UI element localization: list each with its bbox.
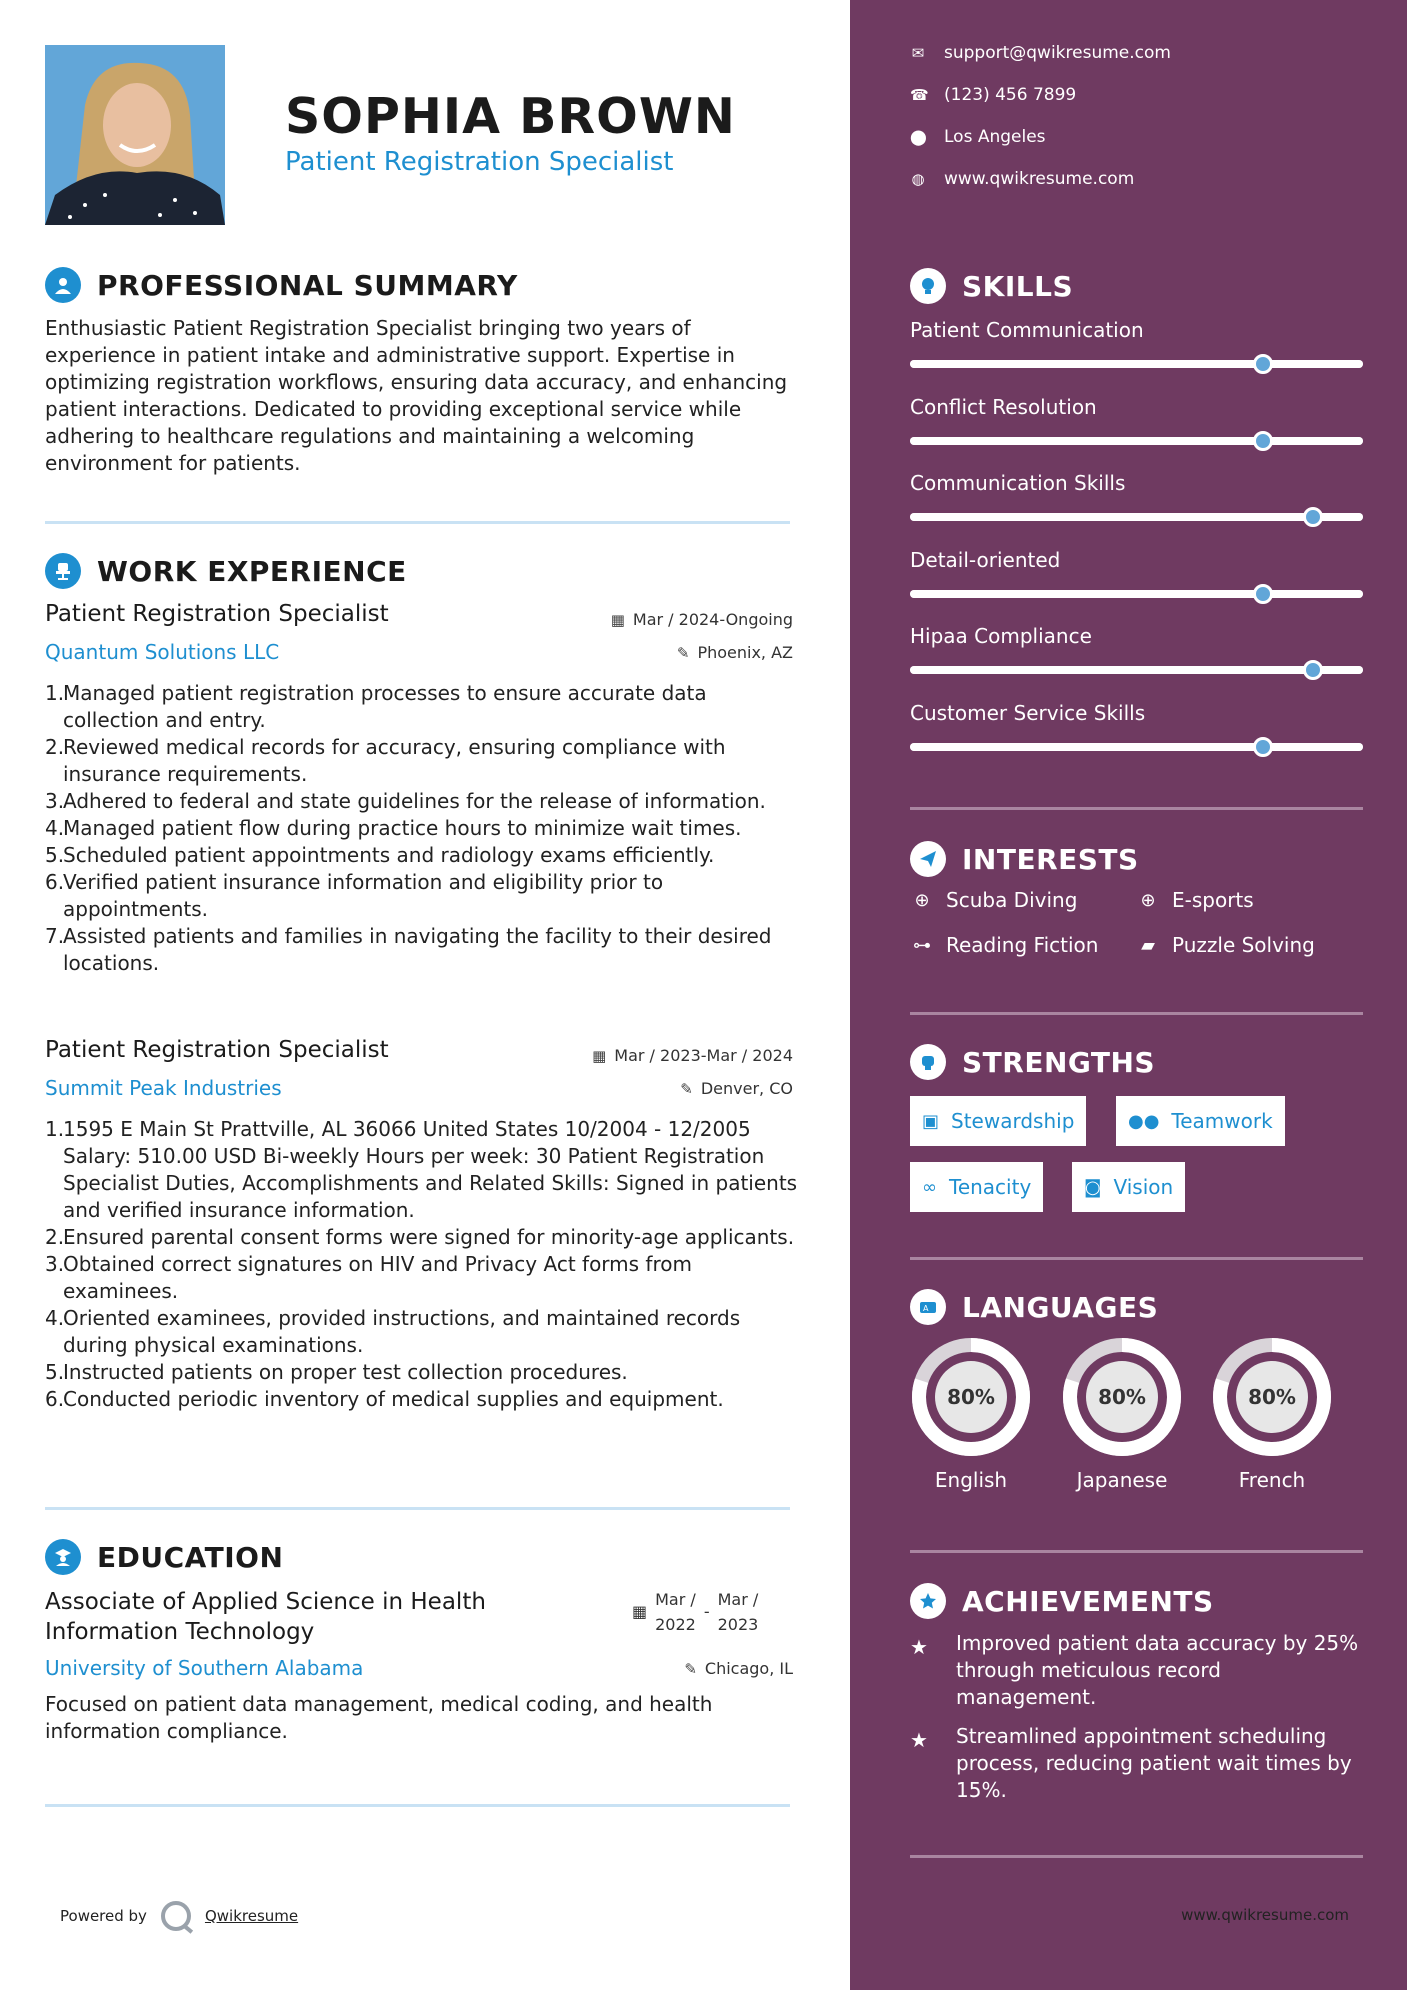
list-item: 5. Instructed patients on proper test collection procedures.: [45, 1360, 628, 1384]
job-company: Quantum Solutions LLC: [45, 640, 280, 664]
gamepad-icon: ⊶: [913, 934, 931, 956]
envelope-icon: ✉: [911, 44, 925, 62]
skill-level-knob: [1253, 354, 1273, 374]
language-percent: 80%: [1098, 1385, 1146, 1409]
skill-bar: [910, 360, 1363, 368]
summary-heading: [45, 267, 518, 303]
book-icon: ▰: [1141, 934, 1155, 956]
skill-bar: [910, 666, 1363, 674]
language-item: [1211, 1336, 1333, 1492]
star-icon: ★: [910, 1728, 928, 1752]
degree-title: Associate of Applied Science in Health Information Technology: [45, 1589, 486, 1645]
language-name: French: [1238, 1468, 1306, 1492]
divider: [910, 1257, 1363, 1260]
contact-location: ⬤ Los Angeles: [910, 127, 1046, 147]
briefcase-icon: ▣: [922, 1110, 940, 1132]
interest-item: ⊕ Scuba Diving: [910, 888, 1077, 912]
job-location: ✎ Denver, CO: [680, 1079, 793, 1098]
interest-item: ⊕ E-sports: [1136, 888, 1254, 912]
skill-level-knob: [1303, 660, 1323, 680]
skill-name: Detail-oriented: [910, 548, 1061, 572]
job-title: Patient Registration Specialist: [45, 1037, 389, 1063]
binoculars-icon: ◙: [1084, 1176, 1102, 1198]
language-item: [1061, 1336, 1183, 1492]
skill-name: Patient Communication: [910, 318, 1144, 342]
footer-site[interactable]: www.qwikresume.com: [1181, 1906, 1349, 1924]
work-heading: [45, 553, 407, 589]
summary-title: PROFESSIONAL SUMMARY: [97, 268, 518, 302]
user-icon: [45, 267, 81, 303]
translate-icon: [910, 1289, 946, 1325]
qwikresume-logo-icon: [161, 1901, 191, 1931]
list-item: 6. Conducted periodic inventory of medical supplies and equipment.: [45, 1387, 724, 1411]
users-icon: ●●: [1128, 1110, 1160, 1132]
strengths-heading: [910, 1044, 1155, 1080]
skill-bar: [910, 513, 1363, 521]
skills-heading: [910, 268, 1073, 304]
pin-icon: ✎: [676, 643, 690, 662]
language-ring: [1061, 1336, 1183, 1458]
skill-bar-fill: [910, 437, 1363, 445]
contact-website[interactable]: ◍ www.qwikresume.com: [911, 169, 1135, 189]
divider: [910, 1550, 1363, 1553]
contact-phone[interactable]: ☎ (123) 456 7899: [910, 85, 1077, 105]
list-item: 2. Ensured parental consent forms were signed for minority-age applicants.: [45, 1225, 795, 1249]
skill-name: Customer Service Skills: [910, 701, 1146, 725]
language-name: English: [934, 1468, 1008, 1492]
education-title: EDUCATION: [97, 1540, 284, 1574]
graduate-icon: [45, 1539, 81, 1575]
list-item: 7. Assisted patients and families in navigating the facility to their desired locations.: [45, 924, 772, 975]
strength-badge: ◙ Vision: [1072, 1162, 1185, 1212]
calendar-icon: ▦: [592, 1046, 607, 1065]
skill-level-knob: [1253, 737, 1273, 757]
interests-heading: [910, 841, 1139, 877]
skill-bar: [910, 590, 1363, 598]
list-item: 3. Obtained correct signatures on HIV and Privacy Act forms from examinees.: [45, 1252, 692, 1303]
job-date: ▦ Mar / 2023-Mar / 2024: [592, 1046, 793, 1065]
strength-badge: ▣ Stewardship: [910, 1096, 1086, 1146]
qwikresume-link[interactable]: Qwikresume: [204, 1907, 299, 1925]
education-text: Focused on patient data management, medical coding, and health information compliance.: [45, 1692, 713, 1743]
job-title: Patient Registration Specialist: [45, 601, 389, 627]
divider: [45, 1507, 790, 1510]
job-location: ✎ Phoenix, AZ: [676, 643, 793, 662]
summary-text: Enthusiastic Patient Registration Specialist bringing two years of experience in patient intake and administrative support. Expertise in optimizing registration workflows, ensuring data accuracy, and enhancing patient interactions. Dedicated to providing exceptional service while adhering to healthcare regulations and maintaining a welcoming environment for patients.: [45, 316, 788, 475]
divider: [45, 521, 790, 524]
profile-photo: [45, 45, 225, 225]
strength-badge: ●● Teamwork: [1116, 1096, 1285, 1146]
work-title: WORK EXPERIENCE: [97, 554, 407, 588]
list-item: 1. 1595 E Main St Prattville, AL 36066 United States 10/2004 - 12/2005 Salary: 510.00 USD Bi-weekly Hours per week: 30 Patient Registration Specialist Duties, Accomplishments and Related Skills: Signed in patients and verified insurance information.: [45, 1117, 798, 1222]
divider: [910, 1012, 1363, 1015]
skills-title: SKILLS: [962, 269, 1074, 303]
phone-icon: ☎: [910, 86, 929, 104]
list-item: 5. Scheduled patient appointments and radiology exams efficiently.: [45, 843, 715, 867]
globe-icon: ◍: [911, 170, 925, 188]
achievement-item: ★ Streamlined appointment scheduling process, reducing patient wait times by 15%.: [910, 1724, 1352, 1802]
lifebuoy-icon: ⊕: [1140, 889, 1156, 911]
list-item: 4. Managed patient flow during practice hours to minimize wait times.: [45, 816, 742, 840]
skill-bar: [910, 743, 1363, 751]
candidate-name: SOPHIA BROWN: [285, 88, 736, 145]
paper-plane-icon: [910, 841, 946, 877]
strengths-title: STRENGTHS: [962, 1045, 1156, 1079]
desk-chair-icon: [45, 553, 81, 589]
location-pin-icon: ⬤: [910, 128, 927, 146]
skill-bar-fill: [910, 513, 1363, 521]
powered-by: Powered by Qwikresume: [60, 1901, 298, 1931]
interest-item: ⊶ Reading Fiction: [910, 933, 1098, 957]
lifebuoy-icon: ⊕: [914, 889, 930, 911]
link-icon: ∞: [922, 1176, 937, 1198]
language-ring: [1211, 1336, 1333, 1458]
skill-name: Communication Skills: [910, 471, 1126, 495]
divider: [910, 807, 1363, 810]
calendar-icon: ▦: [632, 1602, 648, 1621]
lightbulb-icon: [910, 268, 946, 304]
star-icon: ★: [910, 1635, 928, 1659]
education-dates: ▦ Mar / 2022 - Mar / 2023: [632, 1587, 758, 1637]
languages-heading: [910, 1289, 1158, 1325]
pin-icon: ✎: [680, 1079, 693, 1098]
skill-bar-fill: [910, 590, 1363, 598]
fist-icon: [910, 1044, 946, 1080]
interests-title: INTERESTS: [962, 842, 1139, 876]
language-percent: 80%: [1248, 1385, 1296, 1409]
language-ring: [910, 1336, 1032, 1458]
pin-icon: ✎: [684, 1659, 697, 1678]
list-item: 3. Adhered to federal and state guidelines for the release of information.: [45, 789, 766, 813]
skill-level-knob: [1253, 584, 1273, 604]
languages-title: LANGUAGES: [962, 1290, 1159, 1324]
skill-bar-fill: [910, 743, 1363, 751]
list-item: 1. Managed patient registration processes to ensure accurate data collection and entry.: [45, 681, 707, 732]
language-percent: 80%: [947, 1385, 995, 1409]
star-badge-icon: [910, 1583, 946, 1619]
strength-badge: ∞ Tenacity: [910, 1162, 1043, 1212]
contact-email[interactable]: ✉ support@qwikresume.com: [911, 43, 1171, 63]
divider: [910, 1855, 1363, 1858]
language-name: Japanese: [1076, 1468, 1168, 1492]
job-duties: [45, 680, 805, 977]
achievements-title: ACHIEVEMENTS: [962, 1584, 1214, 1618]
school-name: University of Southern Alabama: [45, 1656, 364, 1680]
divider: [45, 1804, 790, 1807]
calendar-icon: ▦: [610, 610, 625, 629]
interest-item: ▰ Puzzle Solving: [1136, 933, 1315, 957]
skill-level-knob: [1253, 431, 1273, 451]
achievement-item: ★ Improved patient data accuracy by 25% through meticulous record management.: [910, 1631, 1359, 1709]
skill-bar-fill: [910, 666, 1363, 674]
achievements-heading: [910, 1583, 1214, 1619]
skill-bar-fill: [910, 360, 1363, 368]
skill-name: Hipaa Compliance: [910, 624, 1092, 648]
skill-bar: [910, 437, 1363, 445]
list-item: 4. Oriented examinees, provided instructions, and maintained records during physical examinations.: [45, 1306, 741, 1357]
list-item: 2. Reviewed medical records for accuracy, ensuring compliance with insurance requirements.: [45, 735, 726, 786]
education-heading: [45, 1539, 283, 1575]
candidate-role: Patient Registration Specialist: [285, 147, 674, 177]
job-date: ▦ Mar / 2024-Ongoing: [610, 610, 793, 629]
svg-text:A: A: [923, 1304, 929, 1313]
language-item: [910, 1336, 1032, 1492]
education-location: ✎ Chicago, IL: [684, 1659, 793, 1678]
job-duties: [45, 1116, 805, 1413]
list-item: 6. Verified patient insurance information and eligibility prior to appointments.: [45, 870, 664, 921]
job-company: Summit Peak Industries: [45, 1076, 282, 1100]
skill-name: Conflict Resolution: [910, 395, 1097, 419]
skill-level-knob: [1303, 507, 1323, 527]
